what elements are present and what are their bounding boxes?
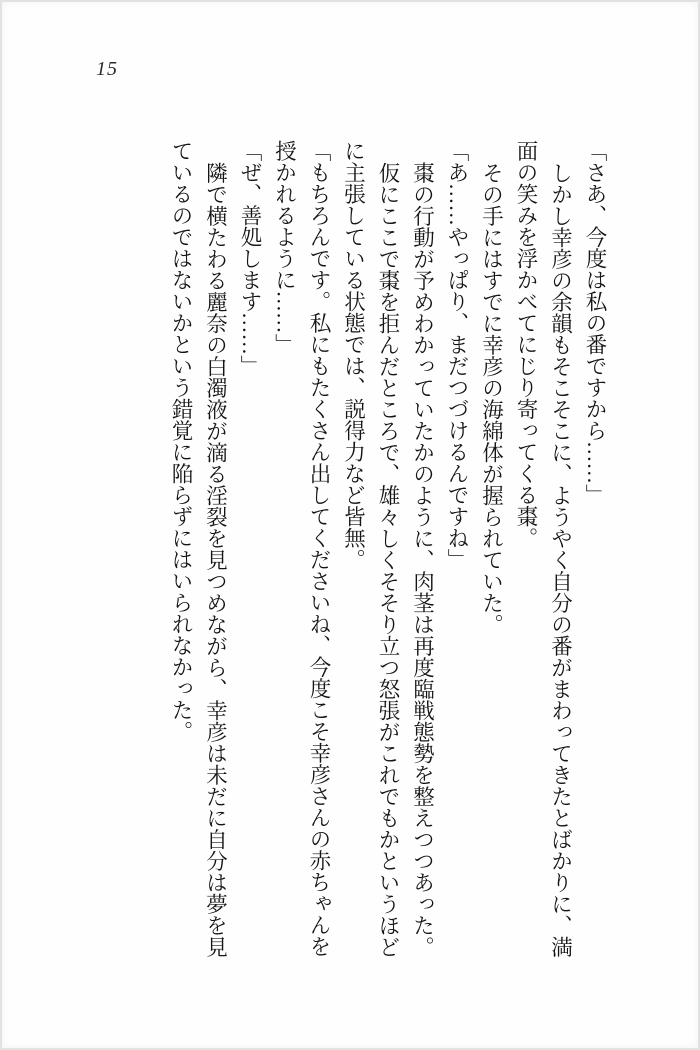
paragraph: その手にはすでに幸彦の海綿体が握られていた。	[479, 161, 504, 635]
page-number: 15	[96, 58, 118, 80]
paragraph: 仮にここで棗を拒んだところで、雄々しくそそり立つ怒張がこれでもかというほどに主張している状態では、説得力など皆無。	[341, 140, 400, 957]
text-block	[164, 140, 613, 957]
paragraph: 「さあ、今度は私の番ですから……」	[583, 140, 607, 506]
paragraph: しかし幸彦の余韻もそこそこに、ようやく自分の番がまわってきたとばかりに、満面の笑みを浮かべてにじり寄ってくる棗。	[514, 140, 573, 957]
paragraph: 「ぜ、善処します……」	[238, 140, 262, 377]
paragraph: 棗の行動が予めわかっていたかのように、肉茎は再度臨戦態勢を整えつつあった。	[410, 161, 435, 957]
paragraph: 隣で横たわる麗奈の白濁液が滴る淫裂を見つめながら、幸彦は未だに自分は夢を見ているのではないかという錯覚に陥らずにはいられなかった。	[169, 140, 228, 957]
paragraph: 「もちろんです。私にもたくさん出してくださいね、今度こそ幸彦さんの赤ちゃんを授かれるように……」	[272, 140, 331, 957]
paragraph: 「あ……やっぱり、まだつづけるんですね」	[445, 140, 469, 570]
